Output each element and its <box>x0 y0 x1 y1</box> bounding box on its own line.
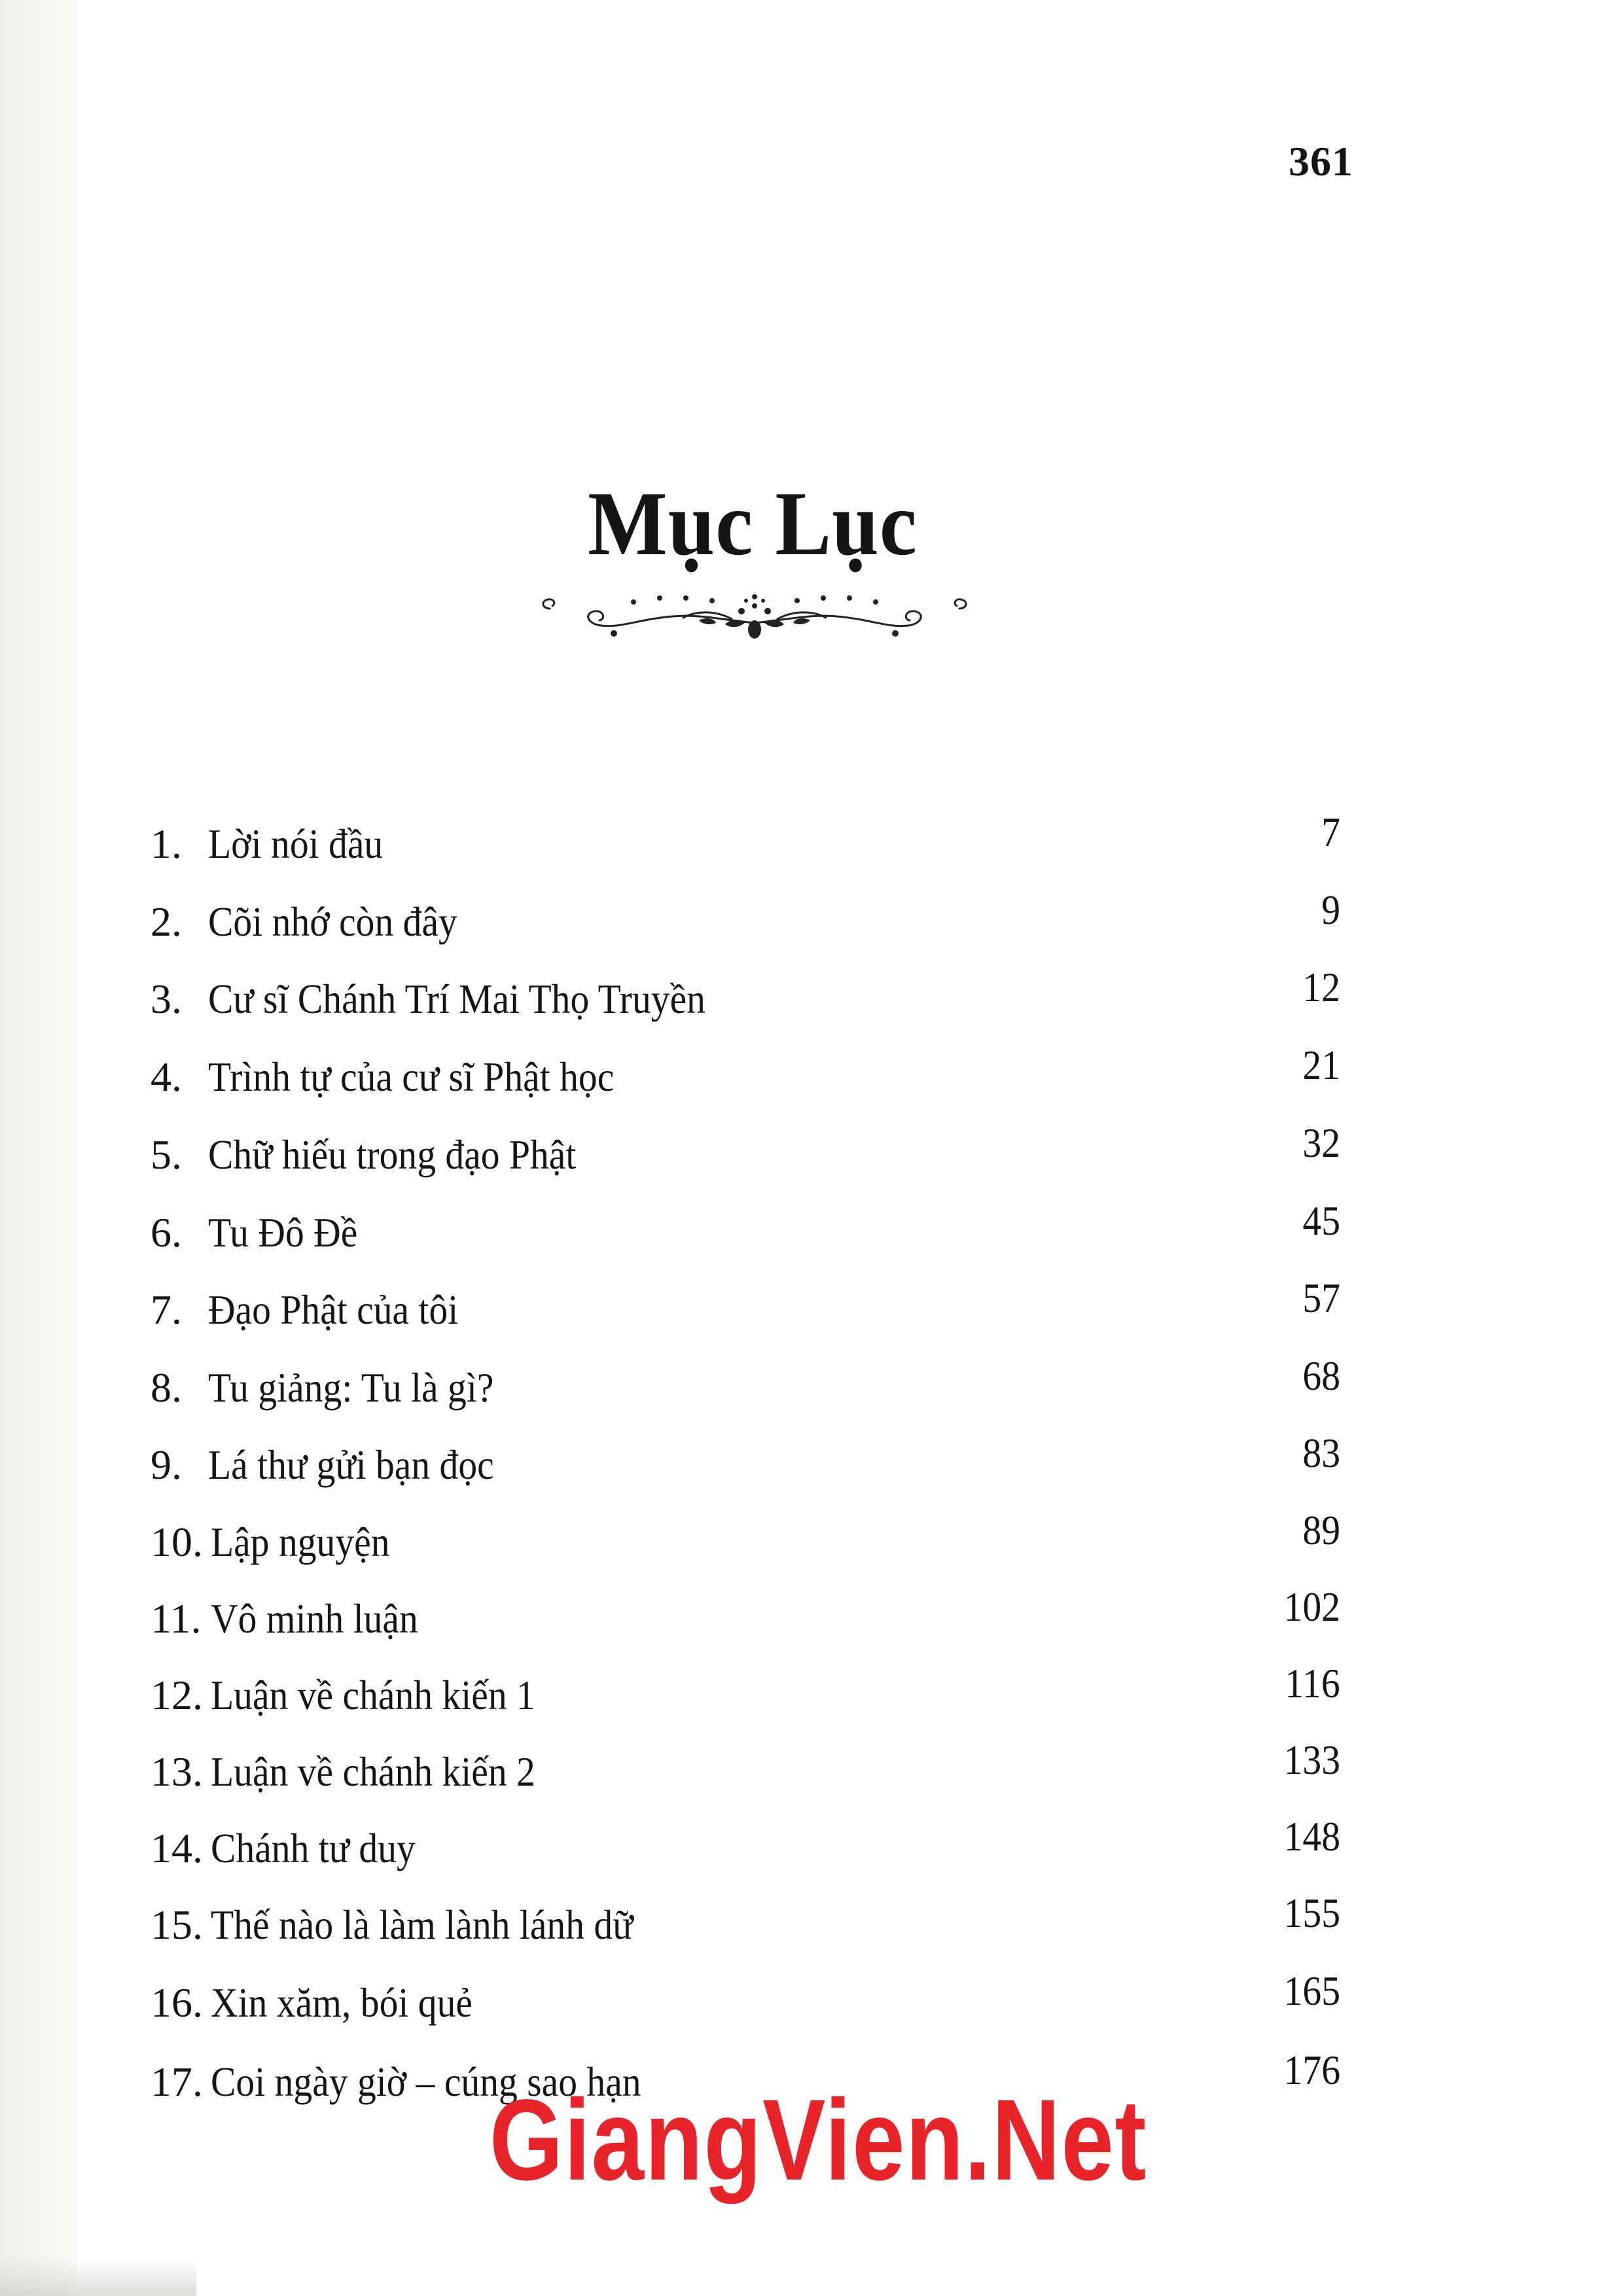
toc-entry-page: 116 <box>1285 1660 1340 1706</box>
toc-entry[interactable] <box>0 1044 1623 1110</box>
table-of-contents <box>0 811 1623 2172</box>
toc-entry[interactable] <box>0 811 1623 877</box>
toc-entry-page: 7 <box>1321 809 1340 855</box>
toc-entry-title: Lá thư gửi bạn đọc <box>208 1441 494 1488</box>
toc-entry-title: Xin xăm, bói quẻ <box>211 1979 473 2026</box>
toc-entry-number: 4. <box>151 1053 182 1100</box>
toc-entry-number: 3. <box>151 976 182 1022</box>
page-number: 361 <box>1289 138 1353 185</box>
toc-entry-page: 176 <box>1283 2047 1340 2093</box>
toc-entry-title: Tu giảng: Tu là gì? <box>208 1364 494 1411</box>
toc-entry-title: Vô minh luận <box>211 1595 418 1642</box>
toc-entry[interactable] <box>0 1122 1623 1188</box>
toc-entry-number: 1. <box>151 821 182 867</box>
toc-entry-number: 2. <box>151 898 182 945</box>
toc-entry-title: Coi ngày giờ – cúng sao hạn <box>211 2058 641 2105</box>
toc-entry-page: 83 <box>1302 1430 1340 1476</box>
toc-entry-title: Lời nói đầu <box>208 821 383 867</box>
toc-entry-title: Đạo Phật của tôi <box>208 1286 459 1333</box>
toc-entry-number: 13. <box>151 1748 203 1795</box>
toc-entry-title: Chánh tư duy <box>211 1825 416 1871</box>
toc-entry-number: 8. <box>151 1364 182 1411</box>
toc-entry-number: 9. <box>151 1441 182 1488</box>
toc-entry[interactable] <box>0 1970 1623 2036</box>
toc-entry-page: 32 <box>1302 1120 1340 1166</box>
toc-entry[interactable] <box>0 1197 1623 1265</box>
toc-entry-number: 17. <box>151 2058 203 2105</box>
toc-entry-number: 6. <box>151 1209 182 1256</box>
toc-entry-number: 11. <box>151 1595 202 1642</box>
toc-entry-number: 10. <box>151 1519 203 1565</box>
toc-entry-number: 14. <box>151 1825 203 1871</box>
toc-entry-page: 57 <box>1302 1275 1340 1321</box>
toc-entry[interactable] <box>0 1739 1623 1805</box>
toc-entry-page: 165 <box>1283 1968 1340 2014</box>
toc-entry-title: Thế nào là làm lành lánh dữ <box>211 1901 633 1948</box>
watermark-text: GiangVien.Net <box>490 2076 1148 2204</box>
toc-entry-number: 5. <box>151 1131 182 1178</box>
ornament-divider <box>535 582 974 654</box>
toc-entry[interactable] <box>0 1583 1623 1651</box>
toc-entry-page: 155 <box>1283 1890 1340 1936</box>
toc-entry-number: 7. <box>151 1286 182 1333</box>
toc-entry-number: 16. <box>151 1979 203 2026</box>
toc-entry-title: Lập nguyện <box>211 1519 390 1565</box>
toc-entry-title: Cư sĩ Chánh Trí Mai Thọ Truyền <box>208 976 705 1022</box>
toc-entry[interactable] <box>0 1892 1623 1958</box>
toc-entry[interactable] <box>0 1660 1623 1728</box>
toc-entry[interactable] <box>0 889 1623 955</box>
toc-entry-title: Tu Đô Đề <box>208 1209 358 1256</box>
toc-entry-title: Cõi nhớ còn đây <box>208 898 457 945</box>
toc-entry[interactable] <box>0 1507 1623 1575</box>
toc-entry-page: 12 <box>1302 964 1340 1010</box>
toc-entry-page: 133 <box>1283 1737 1340 1783</box>
page-bottom-shadow <box>0 2257 196 2296</box>
toc-entry-page: 9 <box>1321 887 1340 933</box>
toc-entry-number: 12. <box>151 1672 203 1718</box>
toc-entry-title: Luận về chánh kiến 2 <box>211 1748 535 1795</box>
toc-entry-page: 148 <box>1283 1813 1340 1860</box>
toc-entry-title: Trình tự của cư sĩ Phật học <box>208 1053 615 1100</box>
toc-entry-page: 21 <box>1302 1042 1340 1088</box>
page-title: Mục Lục <box>588 473 918 574</box>
toc-entry[interactable] <box>0 1352 1623 1421</box>
toc-entry-number: 15. <box>151 1901 203 1948</box>
toc-entry[interactable] <box>0 1432 1623 1498</box>
toc-entry-title: Luận về chánh kiến 1 <box>211 1672 535 1718</box>
toc-entry-page: 45 <box>1302 1197 1340 1244</box>
toc-entry[interactable] <box>0 1813 1623 1881</box>
toc-entry-page: 89 <box>1302 1507 1340 1553</box>
toc-entry[interactable] <box>0 1277 1623 1343</box>
toc-entry-page: 102 <box>1283 1583 1340 1630</box>
toc-entry-title: Chữ hiếu trong đạo Phật <box>208 1131 577 1178</box>
toc-entry[interactable] <box>0 966 1623 1032</box>
toc-entry-page: 68 <box>1302 1352 1340 1399</box>
